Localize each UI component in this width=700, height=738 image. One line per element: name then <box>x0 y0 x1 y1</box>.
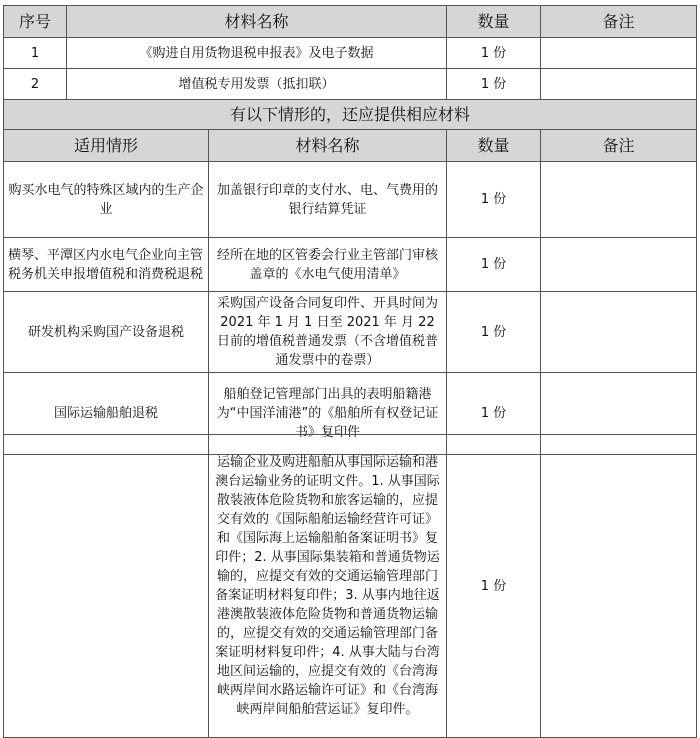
row-material: 增值税专用发票（抵扣联） <box>67 69 447 100</box>
row-situation <box>4 435 209 738</box>
row-material: 运输企业及购进船舶从事国际运输和港澳台运输业务的证明文件。1. 从事国际散装液体危险货物和旅客运输的，应提交有效的《国际船舶运输经营许可证》和《国际海上运输船舶备案证明书》复印件；2. 从事国际集装箱和普通货物运输的，应提交有效的交通运输管理部门备案证明材料复印件；3. 从事内地往返港澳散装液体危险货物和普通货物运输的，应提交有效的交通运输管理部门备案证明材料复印件；4. 从事大陆与台湾地区间运输的，应提交有效的《台湾海峡两岸间水路运输许可证》和《台湾海峡两岸间船舶营运证》复印件。 <box>209 435 447 738</box>
banner-text: 有以下情形的，还应提供相应材料 <box>4 100 697 130</box>
header-note: 备注 <box>541 130 697 162</box>
materials-table <box>3 5 697 455</box>
header-situation: 适用情形 <box>4 130 209 162</box>
row-material: 船舶登记管理部门出具的表明船籍港为“中国洋浦港”的《船舶所有权登记证书》复印件 <box>209 373 447 455</box>
row-material: 采购国产设备合同复印件、开具时间为 2021 年 1 月 1 日至 2021 年 月 22 日前的增值税普通发票（不含增值税普通发票中的卷票） <box>209 292 447 373</box>
sub-header-row <box>4 130 697 162</box>
table-row <box>4 38 697 69</box>
table-header-row <box>4 6 697 38</box>
row-material: 经所在地的区管委会行业主管部门审核盖章的《水电气使用清单》 <box>209 238 447 292</box>
header-material: 材料名称 <box>67 6 447 38</box>
table-row <box>4 292 697 373</box>
row-seq: 1 <box>4 38 67 69</box>
row-qty: 1 份 <box>447 435 541 738</box>
table-row <box>4 435 697 738</box>
row-note <box>541 38 697 69</box>
banner-row <box>4 100 697 130</box>
row-situation: 横琴、平潭区内水电气企业向主管税务机关申报增值税和消费税退税 <box>4 238 209 292</box>
table-row <box>4 162 697 238</box>
row-qty: 1 份 <box>447 373 541 455</box>
row-situation: 研发机构采购国产设备退税 <box>4 292 209 373</box>
header-qty: 数量 <box>447 130 541 162</box>
row-situation: 购买水电气的特殊区域内的生产企业 <box>4 162 209 238</box>
header-seq: 序号 <box>4 6 67 38</box>
row-note <box>541 435 697 738</box>
row-situation: 国际运输船舶退税 <box>4 373 209 455</box>
row-material: 加盖银行印章的支付水、电、气费用的银行结算凭证 <box>209 162 447 238</box>
row-material: 《购进自用货物退税申报表》及电子数据 <box>67 38 447 69</box>
row-qty: 1 份 <box>447 238 541 292</box>
row-note <box>541 292 697 373</box>
row-qty: 1 份 <box>447 69 541 100</box>
row-qty: 1 份 <box>447 292 541 373</box>
header-note: 备注 <box>541 6 697 38</box>
row-seq: 2 <box>4 69 67 100</box>
materials-table-continued <box>3 434 697 738</box>
row-qty: 1 份 <box>447 38 541 69</box>
row-note <box>541 69 697 100</box>
row-note <box>541 238 697 292</box>
row-qty: 1 份 <box>447 162 541 238</box>
header-qty: 数量 <box>447 6 541 38</box>
header-material: 材料名称 <box>209 130 447 162</box>
row-note <box>541 162 697 238</box>
table-row <box>4 69 697 100</box>
table-row <box>4 238 697 292</box>
